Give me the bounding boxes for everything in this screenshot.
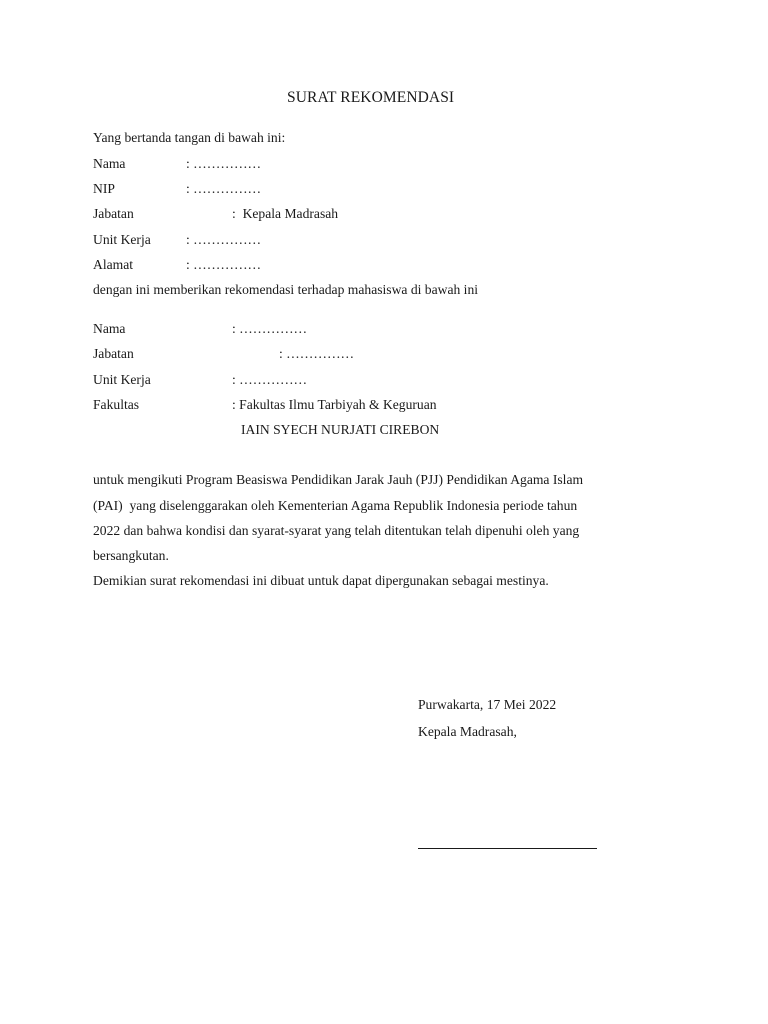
student-faculty-value: : Fakultas Ilmu Tarbiyah & Keguruan — [232, 397, 437, 412]
signer-unit-label: Unit Kerja — [93, 232, 151, 247]
institution-name: IAIN SYECH NURJATI CIREBON — [241, 422, 440, 437]
student-unit-label: Unit Kerja — [93, 372, 151, 387]
body-line-1: untuk mengikuti Program Beasiswa Pendidikan Jarak Jauh (PJJ) Pendidikan Agama Islam — [93, 472, 584, 487]
signer-address-label: Alamat — [93, 257, 134, 272]
intro-text: Yang bertanda tangan di bawah ini: — [93, 130, 286, 145]
student-faculty-label: Fakultas — [93, 397, 140, 412]
signature-line — [418, 848, 597, 849]
student-position-label: Jabatan — [93, 346, 134, 361]
closing-text: Demikian surat rekomendasi ini dibuat untuk dapat dipergunakan sebagai mestinya. — [93, 573, 549, 588]
signer-position-value: : Kepala Madrasah — [232, 206, 339, 221]
signer-unit-value: : …………… — [186, 232, 262, 247]
signer-position-label: Jabatan — [93, 206, 134, 221]
signer-title: Kepala Madrasah, — [418, 724, 517, 739]
signer-nip-value: : …………… — [186, 181, 262, 196]
student-position-value: : …………… — [279, 346, 355, 361]
signer-name-label: Nama — [93, 156, 126, 171]
student-name-label: Nama — [93, 321, 126, 336]
signer-address-value: : …………… — [186, 257, 262, 272]
document-title: SURAT REKOMENDASI — [287, 89, 455, 106]
body-line-4: bersangkutan. — [93, 548, 169, 563]
student-unit-value: : …………… — [232, 372, 308, 387]
student-name-value: : …………… — [232, 321, 308, 336]
body-line-2: (PAI) yang diselenggarakan oleh Kementerian Agama Republik Indonesia periode tahun — [93, 498, 578, 513]
recommendation-text: dengan ini memberikan rekomendasi terhadap mahasiswa di bawah ini — [93, 282, 479, 297]
signer-nip-label: NIP — [93, 181, 115, 196]
body-line-3: 2022 dan bahwa kondisi dan syarat-syarat yang telah ditentukan telah dipenuhi oleh yang — [93, 523, 580, 538]
signer-name-value: : …………… — [186, 156, 262, 171]
place-date: Purwakarta, 17 Mei 2022 — [418, 697, 557, 712]
